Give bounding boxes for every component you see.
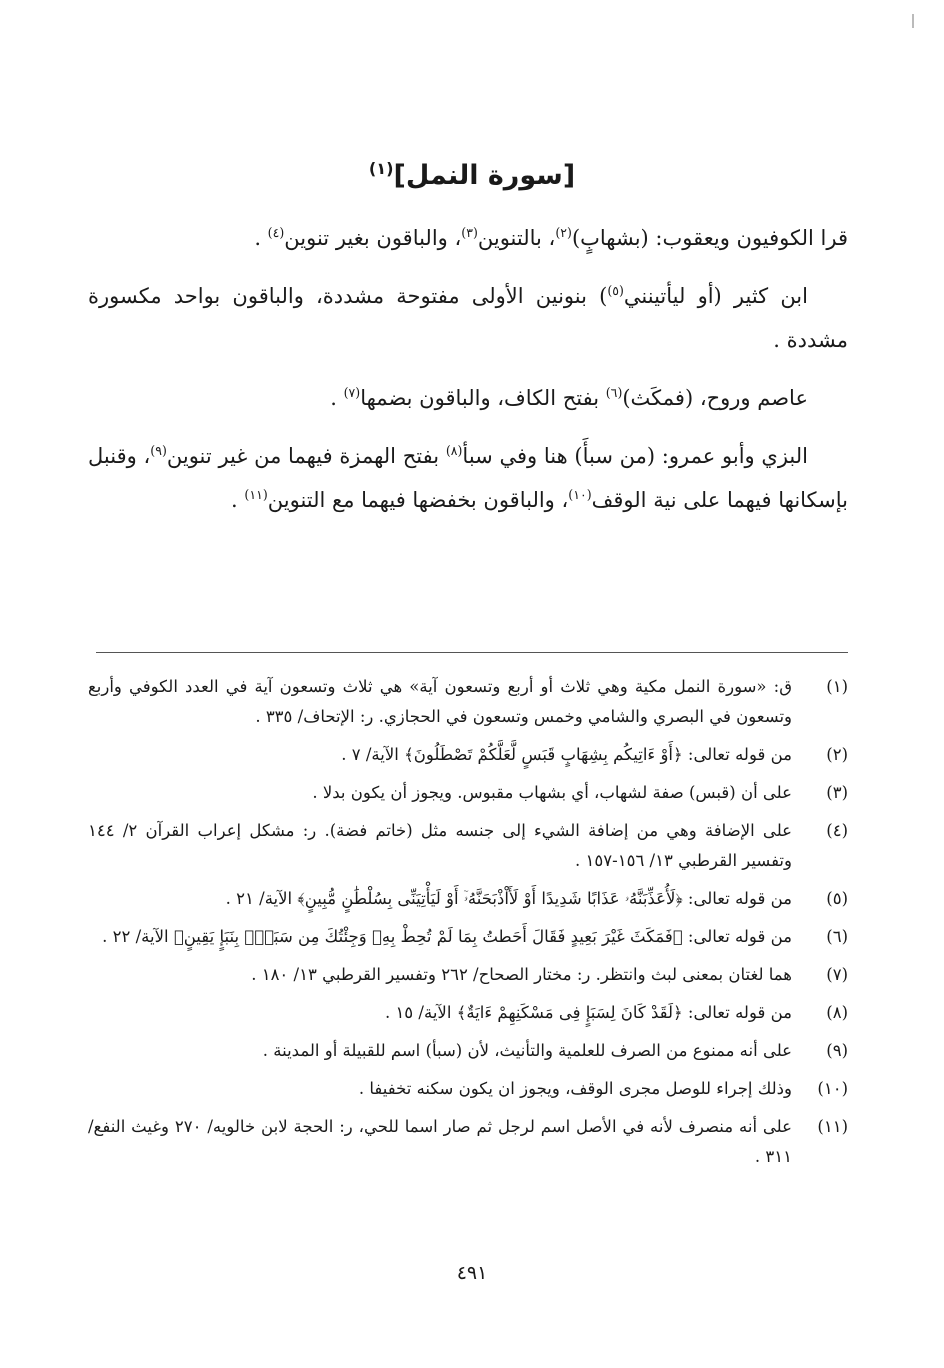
footnote [88,672,848,732]
footnote [88,922,848,952]
paragraph-text: ، وقنبل بإسكانها فيهما على نية الوقف [88,444,848,512]
paragraph [88,216,848,260]
paragraph-text: البزي وأبو عمرو: (من سبأَ) هنا وفي سبأ [462,444,808,468]
paragraph-text: بفتح الكاف، والباقون بضمها [360,386,606,410]
main-text [88,216,848,536]
footnote-text: على أن (قبس) صفة لشهاب، أي بشهاب مقبوس. ويجوز أن يكون بدلا . [312,783,792,802]
footnote-number: (١١) [817,1117,848,1136]
footnote [88,778,848,808]
footnote-ref: (٥) [607,283,624,298]
footnote-text: على الإضافة وهي من إضافة الشيء إلى جنسه مثل (خاتم فضة). ر: مشكل إعراب القرآن ٢/ ١٤٤ وتفسير القرطبي ١٣/ ١٥٦-١٥٧ . [88,821,792,870]
footnote [88,960,848,990]
page-number: ٤٩١ [456,1262,488,1284]
paragraph-text: ، والباقون بخفضها فيهما مع التنوين [267,488,569,512]
paragraph-text: . [231,488,245,512]
footnote-number: (٤) [826,821,848,840]
footnote-ref: (١١) [244,487,268,502]
footnote-number: (٦) [826,927,848,946]
footnote-text: وذلك إجراء للوصل مجرى الوقف، ويجوز ان يكون سكنه تخفيفا . [358,1079,792,1098]
paragraph-text: عاصم وروح، (فمكَث) [622,386,808,410]
paragraph-text: قرا الكوفيون ويعقوب: (بشهابٍ) [571,226,848,250]
footnote-text: ق: «سورة النمل مكية وهي ثلاث أو أربع وتسعون آية» هي ثلاث وتسعون آية في العدد الكوفي وأربع وتسعون في البصري والشامي وخمس وتسعون في الحجازي. ر: الإتحاف/ ٣٣٥ . [88,677,792,726]
footnote-ref: (١٠) [568,487,592,502]
footnote-number: (٨) [826,1003,848,1022]
footnote-number: (٢) [826,745,848,764]
paragraph-text: . [330,386,344,410]
paragraph-text: ، بالتنوين [477,226,556,250]
footnote-text: هما لغتان بمعنى لبث وانتظر. ر: مختار الصحاح/ ٢٦٢ وتفسير القرطبي ١٣/ ١٨٠ . [251,965,792,984]
footnote [88,884,848,914]
paragraph [88,274,848,362]
surah-title-ref: (١) [368,159,394,178]
footnote-number: (١٠) [817,1079,848,1098]
footnote [88,816,848,876]
footnote-ref: (٦) [605,385,623,400]
footnote-ref: (٢) [555,225,572,240]
footnote-text: على أنه ممنوع من الصرف للعلمية والتأنيث، لأن (سبأ) اسم للقبيلة أو المدينة . [262,1041,792,1060]
footnote-ref: (٤) [267,225,285,240]
footnote [88,740,848,770]
paragraph-text: ) بنونين الأولى مفتوحة مشددة، والباقون بواحد مكسورة مشددة . [88,284,848,352]
paragraph-text: . [254,226,268,250]
footnote-ref: (٣) [461,225,478,240]
surah-title [0,160,944,191]
footnote-text: من قوله تعالى: ﴿فَمَكَثَ غَيْرَ بَعِيدٍ فَقَالَ أَحَطتُ بِمَا لَمْ تُحِطْ بِهِۦ وَجِئْتُكَ مِن سَبَإٍۭ بِنَبَإٍ يَقِينٍ﴾ الآية/ ٢٢ . [102,927,792,946]
footnote-ref: (٨) [445,443,463,458]
surah-title-text: [سورة النمل] [393,160,576,191]
paragraph-text: ابن كثير (أو ليأتينني [623,284,808,308]
footnote-text: من قوله تعالى: ﴿لَأُعَذِّبَنَّهُۥ عَذَابًا شَدِيدًا أَوْ لَأَاْذْبَحَنَّهُۥٓ أَوْ لَيَأْتِيَنِّى بِسُلْطَٰنٍ مُّبِينٍ﴾ الآية/ ٢١ . [225,889,792,908]
footnote-text: من قوله تعالى: ﴿لَقَدْ كَانَ لِسَبَإٍ فِى مَسْكَنِهِمْ ءَايَةٌ﴾ الآية/ ١٥ . [384,1003,792,1022]
paragraph-text: ، والباقون بغير تنوين [284,226,462,250]
footnote-ref: (٩) [150,443,167,458]
paragraph [88,376,848,420]
footnote-number: (٥) [826,889,848,908]
footnotes [88,672,848,1180]
paragraph-text: بفتح الهمزة فيهما من غير تنوين [166,444,446,468]
footnote-number: (٧) [826,965,848,984]
footnote-number: (٩) [826,1041,848,1060]
footnote [88,1112,848,1172]
footnote [88,1074,848,1104]
footnote-divider [96,652,848,653]
paragraph [88,434,848,522]
scan-mark [912,14,914,28]
footnote-number: (٣) [826,783,848,802]
footnote-text: من قوله تعالى: ﴿أَوْ ءَاتِيكُم بِشِهَابٍ قَبَسٍ لَّعَلَّكُمْ تَصْطَلُونَ﴾ الآية/ ٧ . [341,745,792,764]
footnote-number: (١) [826,677,848,696]
footnote-ref: (٧) [343,385,361,400]
footnote [88,998,848,1028]
footnote [88,1036,848,1066]
footnote-text: على أنه منصرف لأنه في الأصل اسم لرجل ثم صار اسما للحي، ر: الحجة لابن خالويه/ ٢٧٠ وغيث النفع/ ٣١١ . [88,1117,792,1166]
